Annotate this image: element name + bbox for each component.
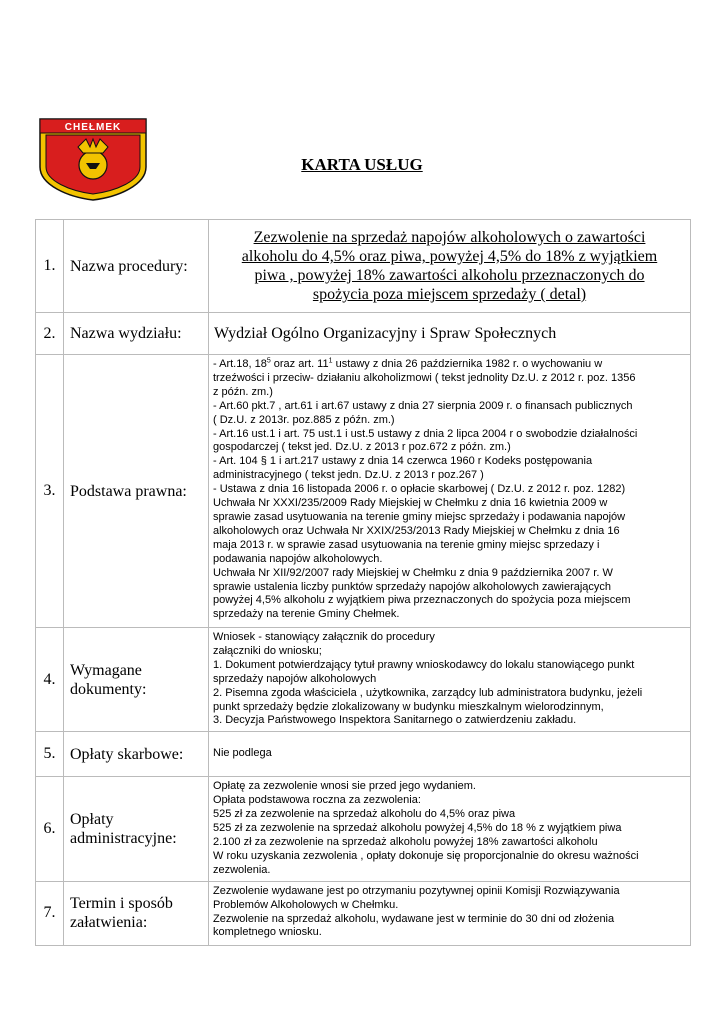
row-number: 5. <box>36 732 64 777</box>
service-card-table <box>35 219 691 946</box>
page-title: KARTA USŁUG <box>301 155 423 174</box>
row-number: 1. <box>36 220 64 313</box>
table-row <box>36 628 691 732</box>
row-number: 7. <box>36 881 64 945</box>
table-row <box>36 777 691 881</box>
row-label: Opłaty skarbowe: <box>64 732 209 777</box>
crest-text: CHEŁMEK <box>64 122 122 133</box>
department-name: Wydział Ogólno Organizacyjny i Spraw Społecznych <box>209 313 691 355</box>
row-label: Nazwa wydziału: <box>64 313 209 355</box>
row-number: 3. <box>36 355 64 628</box>
row-label: Podstawa prawna: <box>64 355 209 628</box>
row-number: 2. <box>36 313 64 355</box>
processing-time: Zezwolenie wydawane jest po otrzymaniu pozytywnej opinii Komisji Rozwiązywania Problemów Alkoholowych w Chełmku. Zezwolenie na sprzedaż alkoholu, wydawane jest w terminie do 30 dni od złożenia kompletnego wniosku. <box>209 881 691 945</box>
table-row <box>36 355 691 628</box>
procedure-name: Zezwolenie na sprzedaż napojów alkoholowych o zawartości alkoholu do 4,5% oraz piwa, powyżej 4,5% do 18% z wyjątkiem piwa , powyżej 18% zawartości alkoholu przeznaczonych do spożycia poza miejscem sprzedaży ( detal) <box>209 220 691 313</box>
required-documents: Wniosek - stanowiący załącznik do procedury załączniki do wniosku; 1. Dokument potwierdzający tytuł prawny wnioskodawcy do lokalu stanowiącego punkt sprzedaży napojów alkoholowych 2. Pisemna zgoda właściciela , użytkownika, zarządcy lub administratora budynku, jeżeli punkt sprzedaży będzie zlokalizowany w budynku mieszkalnym wielorodzinnym, 3. Decyzja Państwowego Inspektora Sanitarnego o zatwierdzeniu zakładu. <box>209 628 691 732</box>
table-row <box>36 732 691 777</box>
legal-basis: - Art.18, $18^5$ oraz art. $11^1$ ustawy z dnia 26 października 1982 r. o wychowaniu w trzeźwości i przeciw- działaniu alkoholizmowi ( tekst jednolity Dz.U. z 2012 r. poz. 1356 z późn. zm.) - Art.60 pkt.7 , art.61 i art.67 ustawy z dnia 27 sierpnia 2009 r. o finansach publicznych ( Dz.U. z 2013r. poz.885 z późn. zm.) - Art.16 ust.1 i art. 75 ust.1 i ust.5 ustawy z dnia 2 lipca 2004 r o swobodzie działalności gospodarczej ( tekst jed. Dz.U. z 2013 r poz.672 z późn. zm.) - Art. 104 § 1 i art.217 ustawy z dnia 14 czerwca 1960 r Kodeks postępowania administracyjnego ( tekst jedn. Dz.U. z 2013 r poz.267 ) - Ustawa z dnia 16 listopada 2006 r. o opłacie skarbowej ( Dz.U. z 2012 r. poz. 1282) Uchwała Nr XXXI/235/2009 Rady Miejskiej w Chełmku z dnia 16 kwietnia 2009 w sprawie zasad usytuowania na terenie gminy miejsc sprzedaży i podawania napojów alkoholowych oraz Uchwała Nr XXIX/253/2013 Rady Miejskiej w Chełmku z dnia 16 maja 2013 r. w sprawie zasad usytuowania na terenie gminy miejsc sprzedazy i podawania napojów alkoholowych. Uchwała Nr XII/92/2007 rady Miejskiej w Chełmku z dnia 9 października 2007 r. W sprawie ustalenia liczby punktów sprzedaży napojów alkoholowych zawierających powyżej 4,5% alkoholu z wyjątkiem piwa przeznaczonych do spożycia poza miejscem sprzedaży na terenie Gminy Chełmek. <box>209 355 691 628</box>
row-label: Wymagane dokumenty: <box>64 628 209 732</box>
row-label: Opłaty administracyjne: <box>64 777 209 881</box>
stamp-fees: Nie podlega <box>209 732 691 777</box>
table-row <box>36 220 691 313</box>
table-row <box>36 313 691 355</box>
row-number: 4. <box>36 628 64 732</box>
row-number: 6. <box>36 777 64 881</box>
row-label: Nazwa procedury: <box>64 220 209 313</box>
table-row <box>36 881 691 945</box>
row-label: Termin i sposób załatwienia: <box>64 881 209 945</box>
administrative-fees: Opłatę za zezwolenie wnosi sie przed jego wydaniem. Opłata podstawowa roczna za zezwolenia: 525 zł za zezwolenie na sprzedaż alkoholu do 4,5% oraz piwa 525 zł za zezwolenie na sprzedaż alkoholu powyżej 4,5% do 18 % z wyjątkiem piwa 2.100 zł za zezwolenie na sprzedaż alkoholu powyżej 18% zawartości alkoholu W roku uzyskania zezwolenia , opłaty dokonuje się proporcjonalnie do okresu ważności zezwolenia. <box>209 777 691 881</box>
